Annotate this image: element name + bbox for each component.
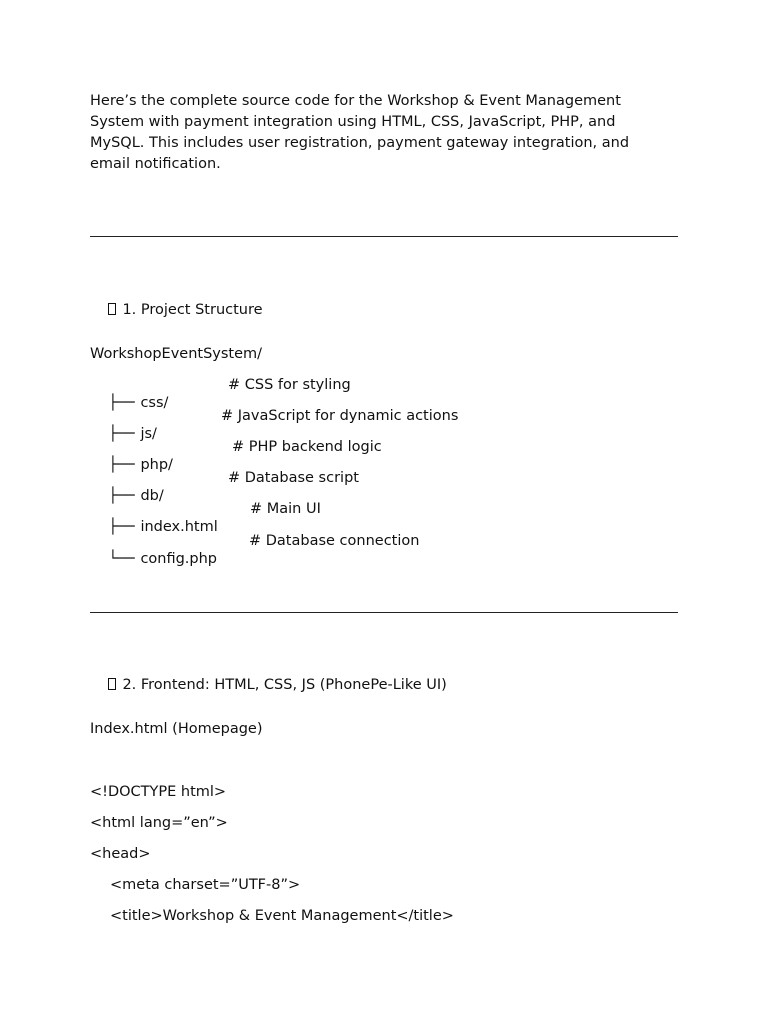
tree-branch: ├── xyxy=(108,457,135,473)
tree-comment: # CSS for styling xyxy=(228,377,351,393)
missing-glyph-icon xyxy=(108,678,116,690)
section-1-heading xyxy=(90,283,263,337)
tree-item-name: index.html xyxy=(140,519,218,535)
section-2-subheading: Index.html (Homepage) xyxy=(90,721,263,737)
horizontal-divider xyxy=(90,612,678,613)
section-1-heading-text: 1. Project Structure xyxy=(122,302,263,318)
tree-comment: # JavaScript for dynamic actions xyxy=(221,408,459,424)
tree-root: WorkshopEventSystem/ xyxy=(90,346,263,362)
intro-paragraph: Here’s the complete source code for the Workshop & Event Management System with payment integration using HTML, CSS, JavaScript, PHP, and MySQL. This includes user registration, payment gateway integration, and email notification. xyxy=(90,93,630,172)
section-2-heading-text: 2. Frontend: HTML, CSS, JS (PhonePe-Like UI) xyxy=(122,677,447,693)
tree-item-name: js/ xyxy=(140,426,157,442)
code-line: <head> xyxy=(90,846,151,862)
code-line: <!DOCTYPE html> xyxy=(90,784,227,800)
tree-item-name: db/ xyxy=(140,488,164,504)
tree-comment: # Main UI xyxy=(250,501,321,517)
tree-row xyxy=(90,532,590,586)
tree-comment: # Database script xyxy=(228,470,359,486)
missing-glyph-icon xyxy=(108,303,116,315)
code-line: <meta charset=”UTF-8”> xyxy=(110,877,301,893)
tree-item-name: css/ xyxy=(140,395,169,411)
code-line: <html lang=”en”> xyxy=(90,815,228,831)
tree-branch: └── xyxy=(108,551,135,567)
tree-branch: ├── xyxy=(108,519,135,535)
tree-comment: # PHP backend logic xyxy=(232,439,382,455)
tree-comment: # Database connection xyxy=(249,533,420,549)
code-line: <title>Workshop & Event Management</title> xyxy=(110,908,454,924)
tree-branch: ├── xyxy=(108,395,135,411)
tree-branch: ├── xyxy=(108,426,135,442)
section-2-heading xyxy=(90,658,447,712)
tree-item-name: config.php xyxy=(140,551,218,567)
tree-branch: ├── xyxy=(108,488,135,504)
tree-item-name: php/ xyxy=(140,457,173,473)
horizontal-divider xyxy=(90,236,678,237)
